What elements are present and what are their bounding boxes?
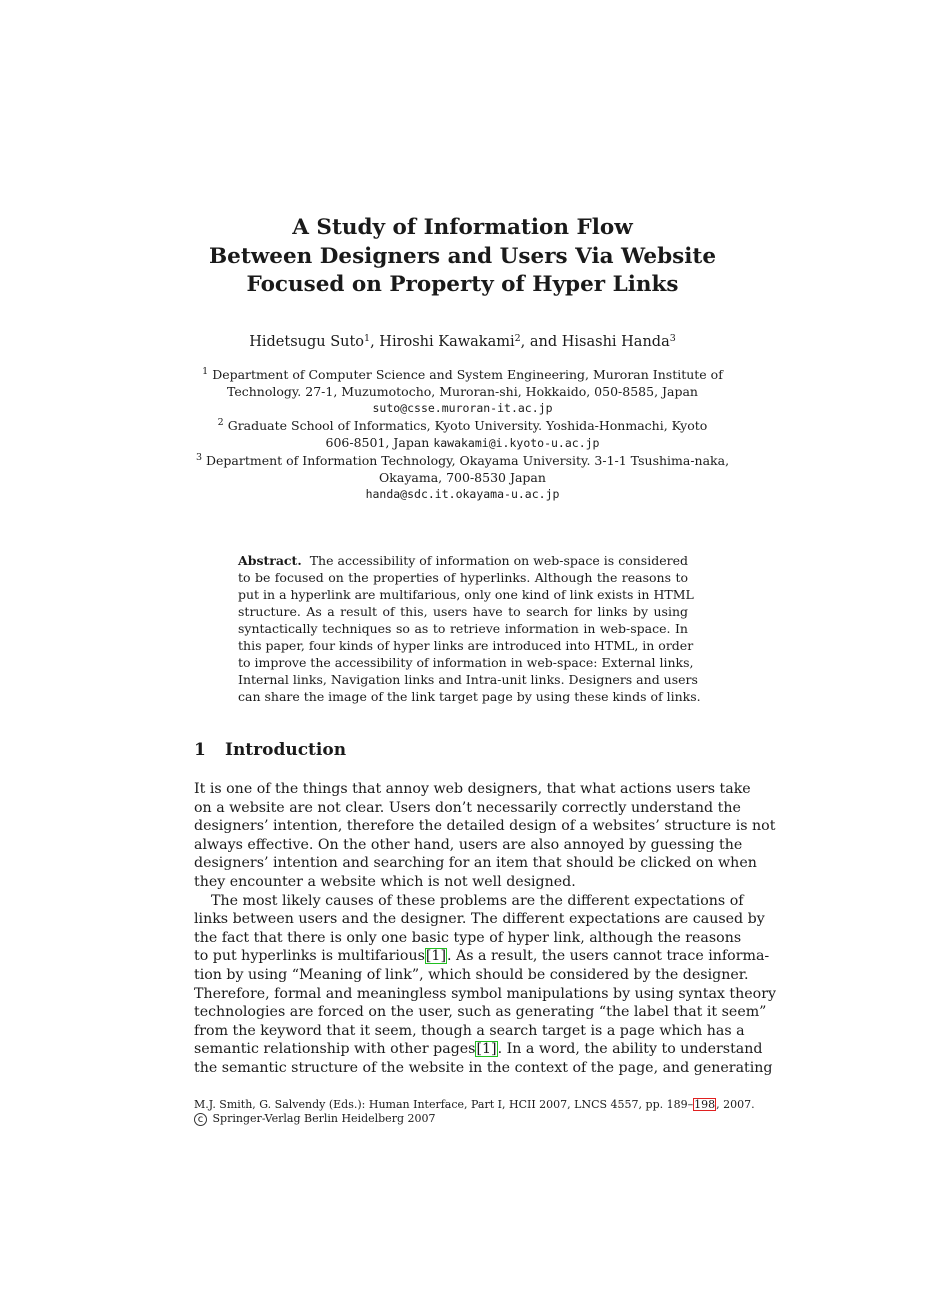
body-line: tion by using “Meaning of link”, which should be considered by the designer.	[194, 966, 749, 983]
author-list	[180, 332, 745, 352]
abstract-line: can share the image of the link target page by using these kinds of links.	[238, 689, 701, 704]
body-line: they encounter a website which is not well designed.	[194, 873, 576, 890]
copyright-line: c Springer-Verlag Berlin Heidelberg 2007	[194, 1112, 733, 1126]
affiliation-mark: 3	[669, 333, 676, 344]
body-line: links between users and the designer. The different expectations are caused by	[194, 911, 765, 928]
body-text	[194, 780, 776, 1078]
affiliation-mark: 3	[195, 452, 202, 463]
body-line: to put hyperlinks is multifarious[1]. As a result, the users cannot trace informa-	[194, 948, 770, 965]
abstract-line: Internal links, Navigation links and Intra-unit links. Designers and users	[238, 672, 698, 687]
affiliation-mark: 1	[364, 333, 371, 344]
copyright-icon: c	[194, 1113, 207, 1126]
page-footer	[194, 1098, 755, 1126]
body-line: the fact that there is only one basic type of hyper link, although the reasons	[194, 929, 742, 946]
body-line: the semantic structure of the website in the context of the page, and generating	[194, 1059, 773, 1076]
abstract-line: syntactically techniques so as to retrieve information in web-space. In	[238, 621, 688, 636]
affiliation-mark: 1	[202, 366, 209, 377]
section-title: Introduction	[225, 740, 347, 760]
citation-footer-line: M.J. Smith, G. Salvendy (Eds.): Human Interface, Part I, HCII 2007, LNCS 4557, pp. 189–198, 2007.	[194, 1098, 755, 1111]
abstract-label: Abstract.	[238, 553, 302, 568]
title-line: Between Designers and Users Via Website	[208, 243, 717, 269]
abstract-line: this paper, four kinds of hyper links are introduced into HTML, in order	[238, 638, 694, 653]
citation-link[interactable]: [1]	[425, 948, 446, 965]
body-line: technologies are forced on the user, such as generating “the label that it seem”	[194, 1004, 767, 1021]
affiliations	[185, 366, 740, 503]
affiliation-mark: 2	[514, 333, 521, 344]
affiliation-line: $^1$ Department of Computer Science and System Engineering, Muroran Institute of	[202, 366, 723, 382]
abstract	[238, 552, 701, 705]
body-line: always effective. On the other hand, users are also annoyed by guessing the	[194, 836, 743, 853]
author-separator: , and	[520, 334, 562, 350]
body-line: Therefore, formal and meaningless symbol manipulations by using syntax theory	[194, 985, 776, 1002]
author-separator: ,	[370, 334, 380, 350]
author-name: Hiroshi Kawakami	[379, 334, 515, 350]
body-line: semantic relationship with other pages[1]. In a word, the ability to understand	[194, 1041, 763, 1058]
section-heading	[194, 739, 346, 761]
email-link[interactable]: handa@sdc.it.okayama-u.ac.jp	[365, 487, 560, 501]
title-line: A Study of Information Flow	[292, 215, 633, 240]
author-name: Hisashi Handa	[561, 334, 670, 350]
body-line: designers’ intention, therefore the detailed design of a websites’ structure is not	[194, 818, 776, 835]
affiliation-line: Technology. 27-1, Muzumotocho, Muroran-shi, Hokkaido, 050-8585, Japan	[226, 384, 698, 399]
author-name: Hidetsugu Suto	[249, 334, 365, 350]
body-line: on a website are not clear. Users don’t necessarily correctly understand the	[194, 799, 741, 816]
body-line: from the keyword that it seem, though a search target is a page which has a	[194, 1022, 745, 1039]
body-line: It is one of the things that annoy web designers, that what actions users take	[194, 781, 751, 797]
affiliation-line: Okayama, 700-8530 Japan	[379, 470, 546, 485]
email-link[interactable]: kawakami@i.kyoto-u.ac.jp	[433, 436, 600, 450]
citation-link[interactable]: [1]	[476, 1041, 497, 1058]
affiliation-line: $^2$ Graduate School of Informatics, Kyoto University. Yoshida-Honmachi, Kyoto	[217, 417, 708, 433]
section-number: 1	[194, 740, 206, 760]
abstract-line: put in a hyperlink are multifarious, only one kind of link exists in HTML	[238, 587, 694, 602]
title-line: Focused on Property of Hyper Links	[246, 272, 679, 297]
abstract-line: Abstract. The accessibility of information on web-space is considered	[238, 553, 688, 568]
email-link[interactable]: suto@csse.muroran-it.ac.jp	[372, 401, 553, 415]
abstract-line: to improve the accessibility of information in web-space: External links,	[238, 655, 694, 670]
abstract-line: structure. As a result of this, users have to search for links by using	[238, 604, 688, 619]
affiliation-mark: 2	[217, 417, 224, 428]
page-range-link[interactable]: 198	[694, 1098, 716, 1111]
affiliation-line: $^3$ Department of Information Technology, Okayama University. 3-1-1 Tsushima-naka,	[195, 452, 730, 468]
paper-title	[180, 214, 745, 300]
body-line: The most likely causes of these problems are the different expectations of	[211, 892, 744, 909]
affiliation-line: 606-8501, Japan kawakami@i.kyoto-u.ac.jp	[325, 435, 600, 450]
abstract-line: to be focused on the properties of hyperlinks. Although the reasons to	[238, 570, 688, 585]
body-line: designers’ intention and searching for an item that should be clicked on when	[194, 855, 757, 872]
